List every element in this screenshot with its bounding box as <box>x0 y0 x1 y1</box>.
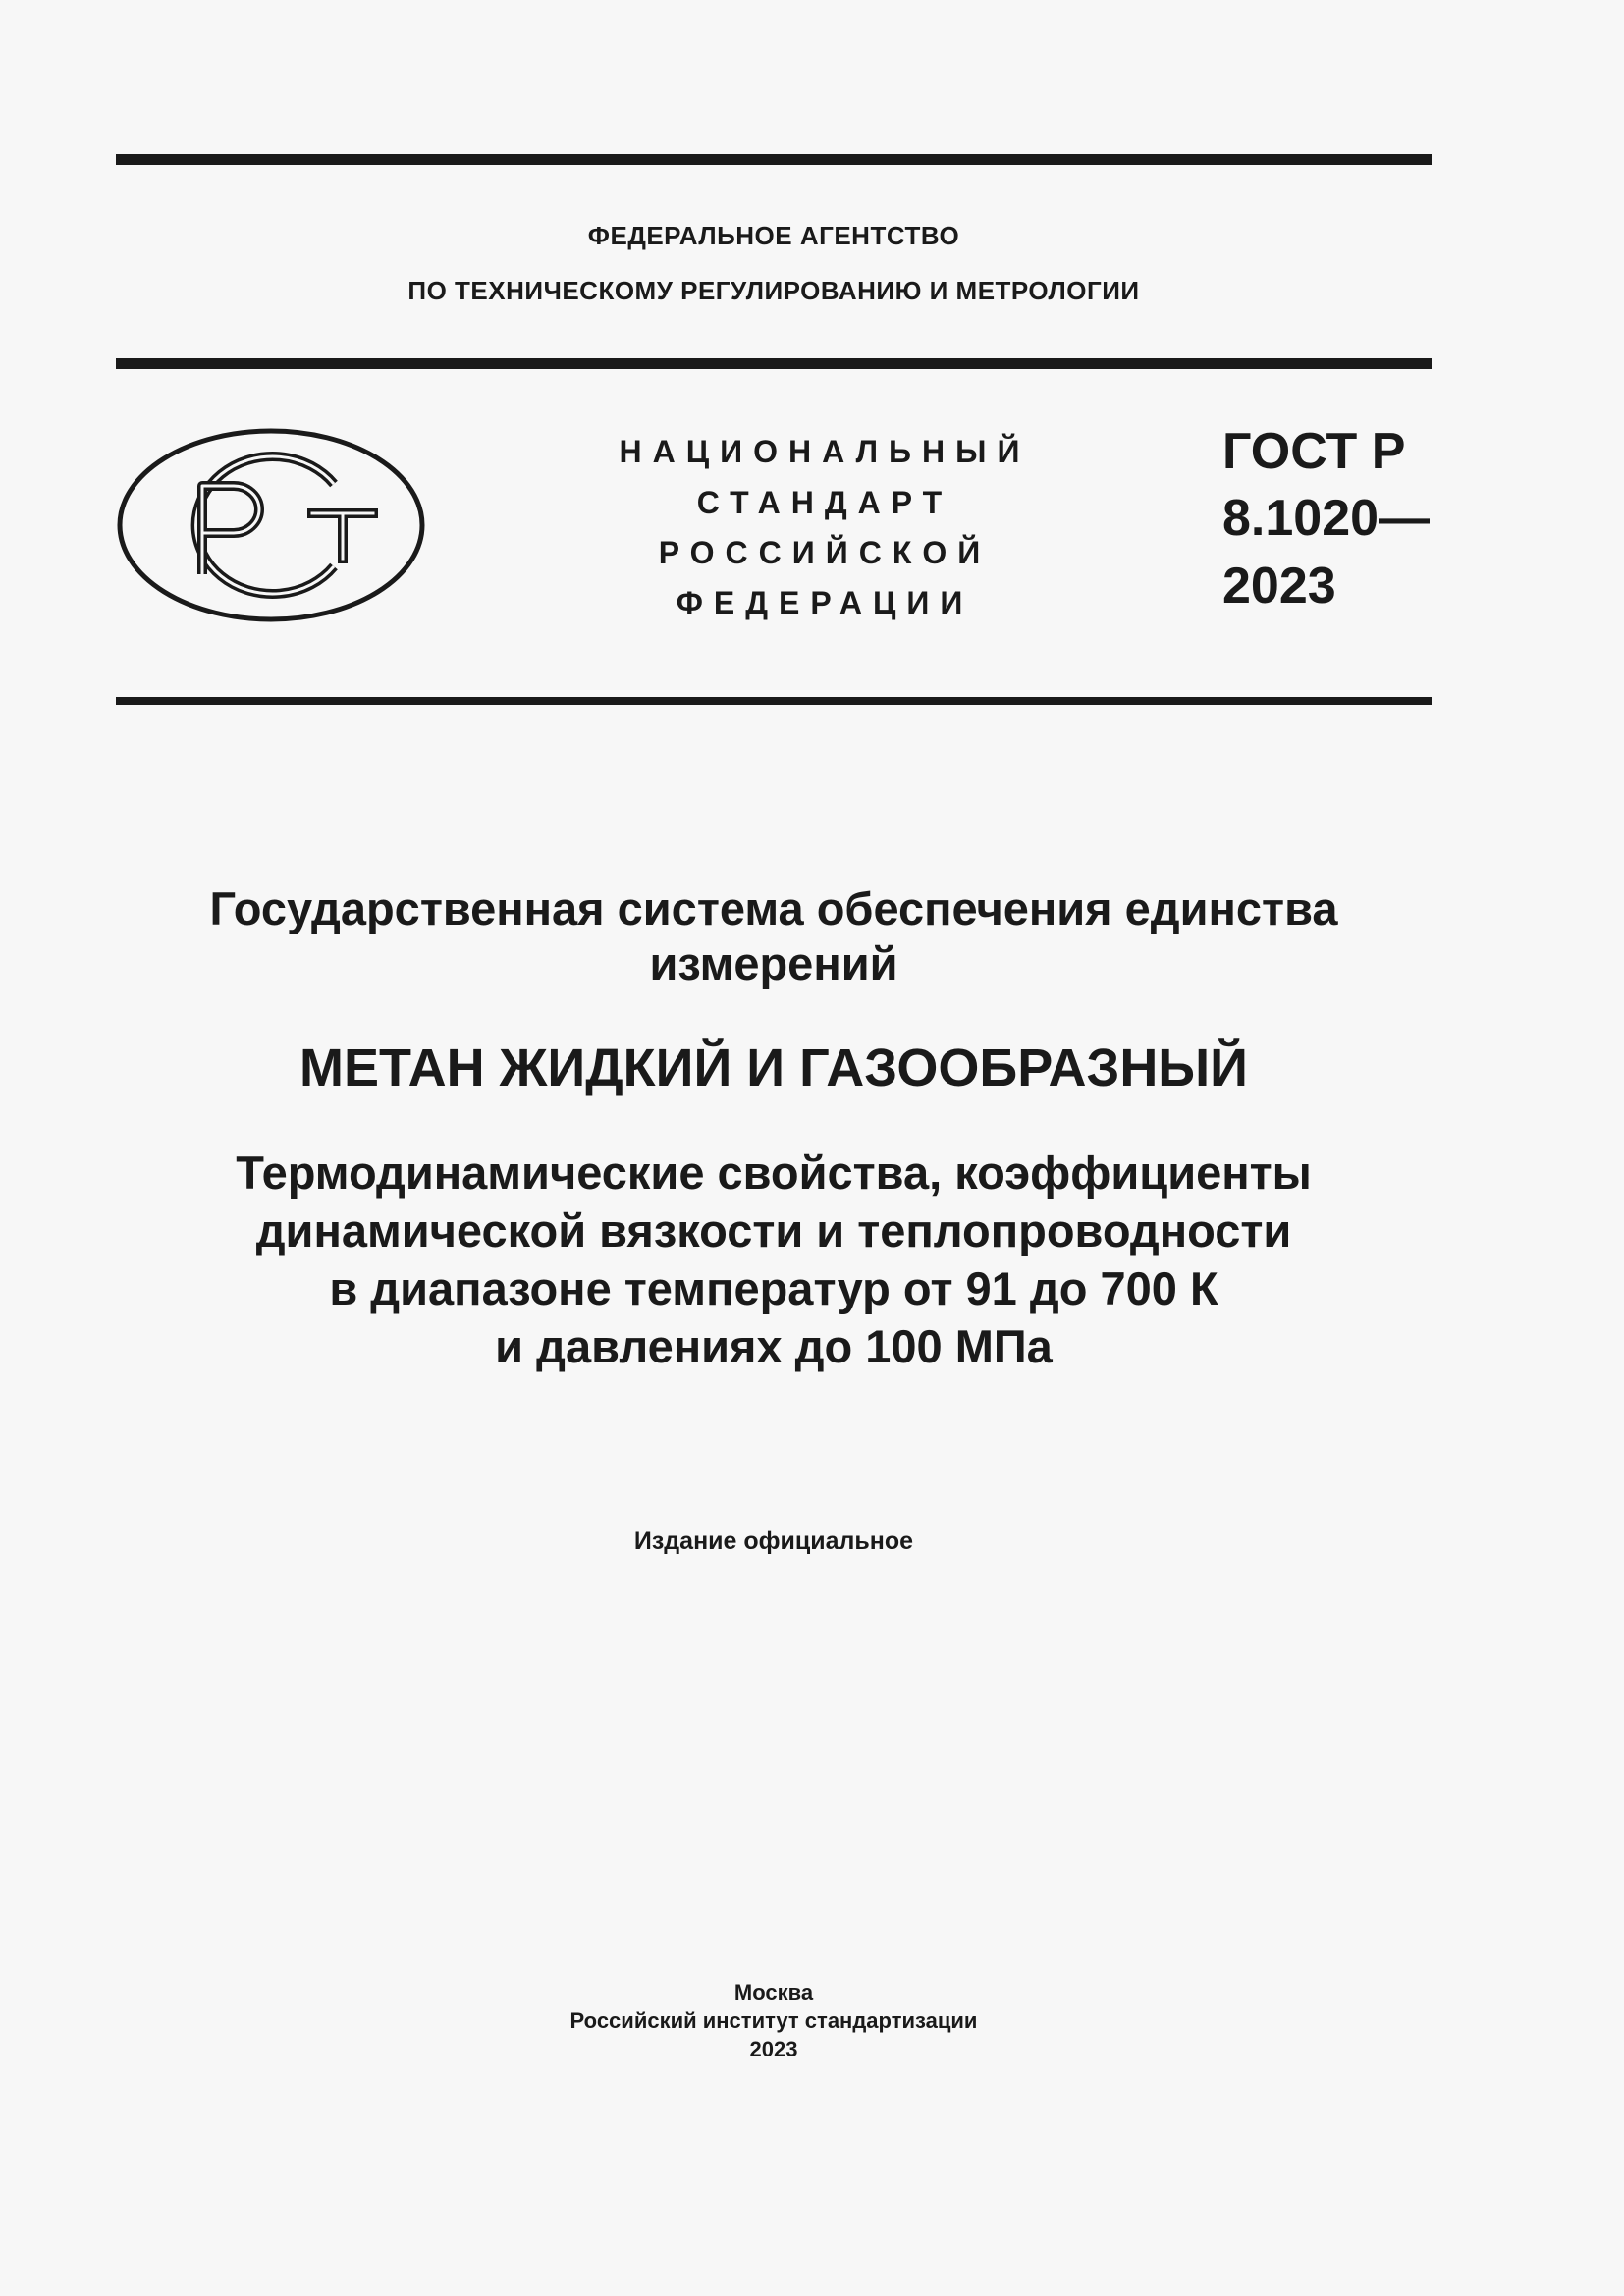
subtitle-line2: динамической вязкости и теплопроводности <box>255 1204 1292 1256</box>
standard-type-line1: НАЦИОНАЛЬНЫЙ <box>619 434 1031 469</box>
agency-name-line2: ПО ТЕХНИЧЕСКОМУ РЕГУЛИРОВАНИЮ И МЕТРОЛОГИИ <box>407 276 1140 305</box>
agency-name-line1: ФЕДЕРАЛЬНОЕ АГЕНТСТВО <box>587 221 960 250</box>
subtitle-line4: и давлениях до 100 МПа <box>495 1320 1053 1372</box>
subtitle <box>116 1144 1432 1375</box>
header-rule <box>116 358 1432 369</box>
top-rule <box>116 154 1432 165</box>
main-title: МЕТАН ЖИДКИЙ И ГАЗООБРАЗНЫЙ <box>299 1039 1248 1097</box>
subtitle-line3: в диапазоне температур от 91 до 700 К <box>329 1262 1218 1314</box>
system-title-line1: Государственная система обеспечения единства <box>209 882 1338 934</box>
imprint <box>116 1978 1432 2063</box>
system-title <box>116 881 1432 991</box>
designation-line1: ГОСТ Р <box>1222 423 1406 480</box>
imprint-year: 2023 <box>749 2037 798 2061</box>
designation-line3: 2023 <box>1222 558 1336 614</box>
designation-rule <box>116 697 1432 705</box>
standard-type-line4: ФЕДЕРАЦИИ <box>676 585 974 620</box>
subtitle-line1: Термодинамические свойства, коэффициенты <box>236 1147 1312 1199</box>
standard-type-line2: СТАНДАРТ <box>696 485 953 520</box>
imprint-city: Москва <box>733 1980 814 2004</box>
rst-certification-mark-icon <box>116 427 426 623</box>
standard-type-line3: РОССИЙСКОЙ <box>658 535 992 570</box>
edition-label: Издание официальное <box>633 1527 914 1555</box>
designation-line2: 8.1020— <box>1222 490 1431 547</box>
imprint-publisher: Российский институт стандартизации <box>569 2008 978 2033</box>
system-title-line2: измерений <box>649 937 898 989</box>
